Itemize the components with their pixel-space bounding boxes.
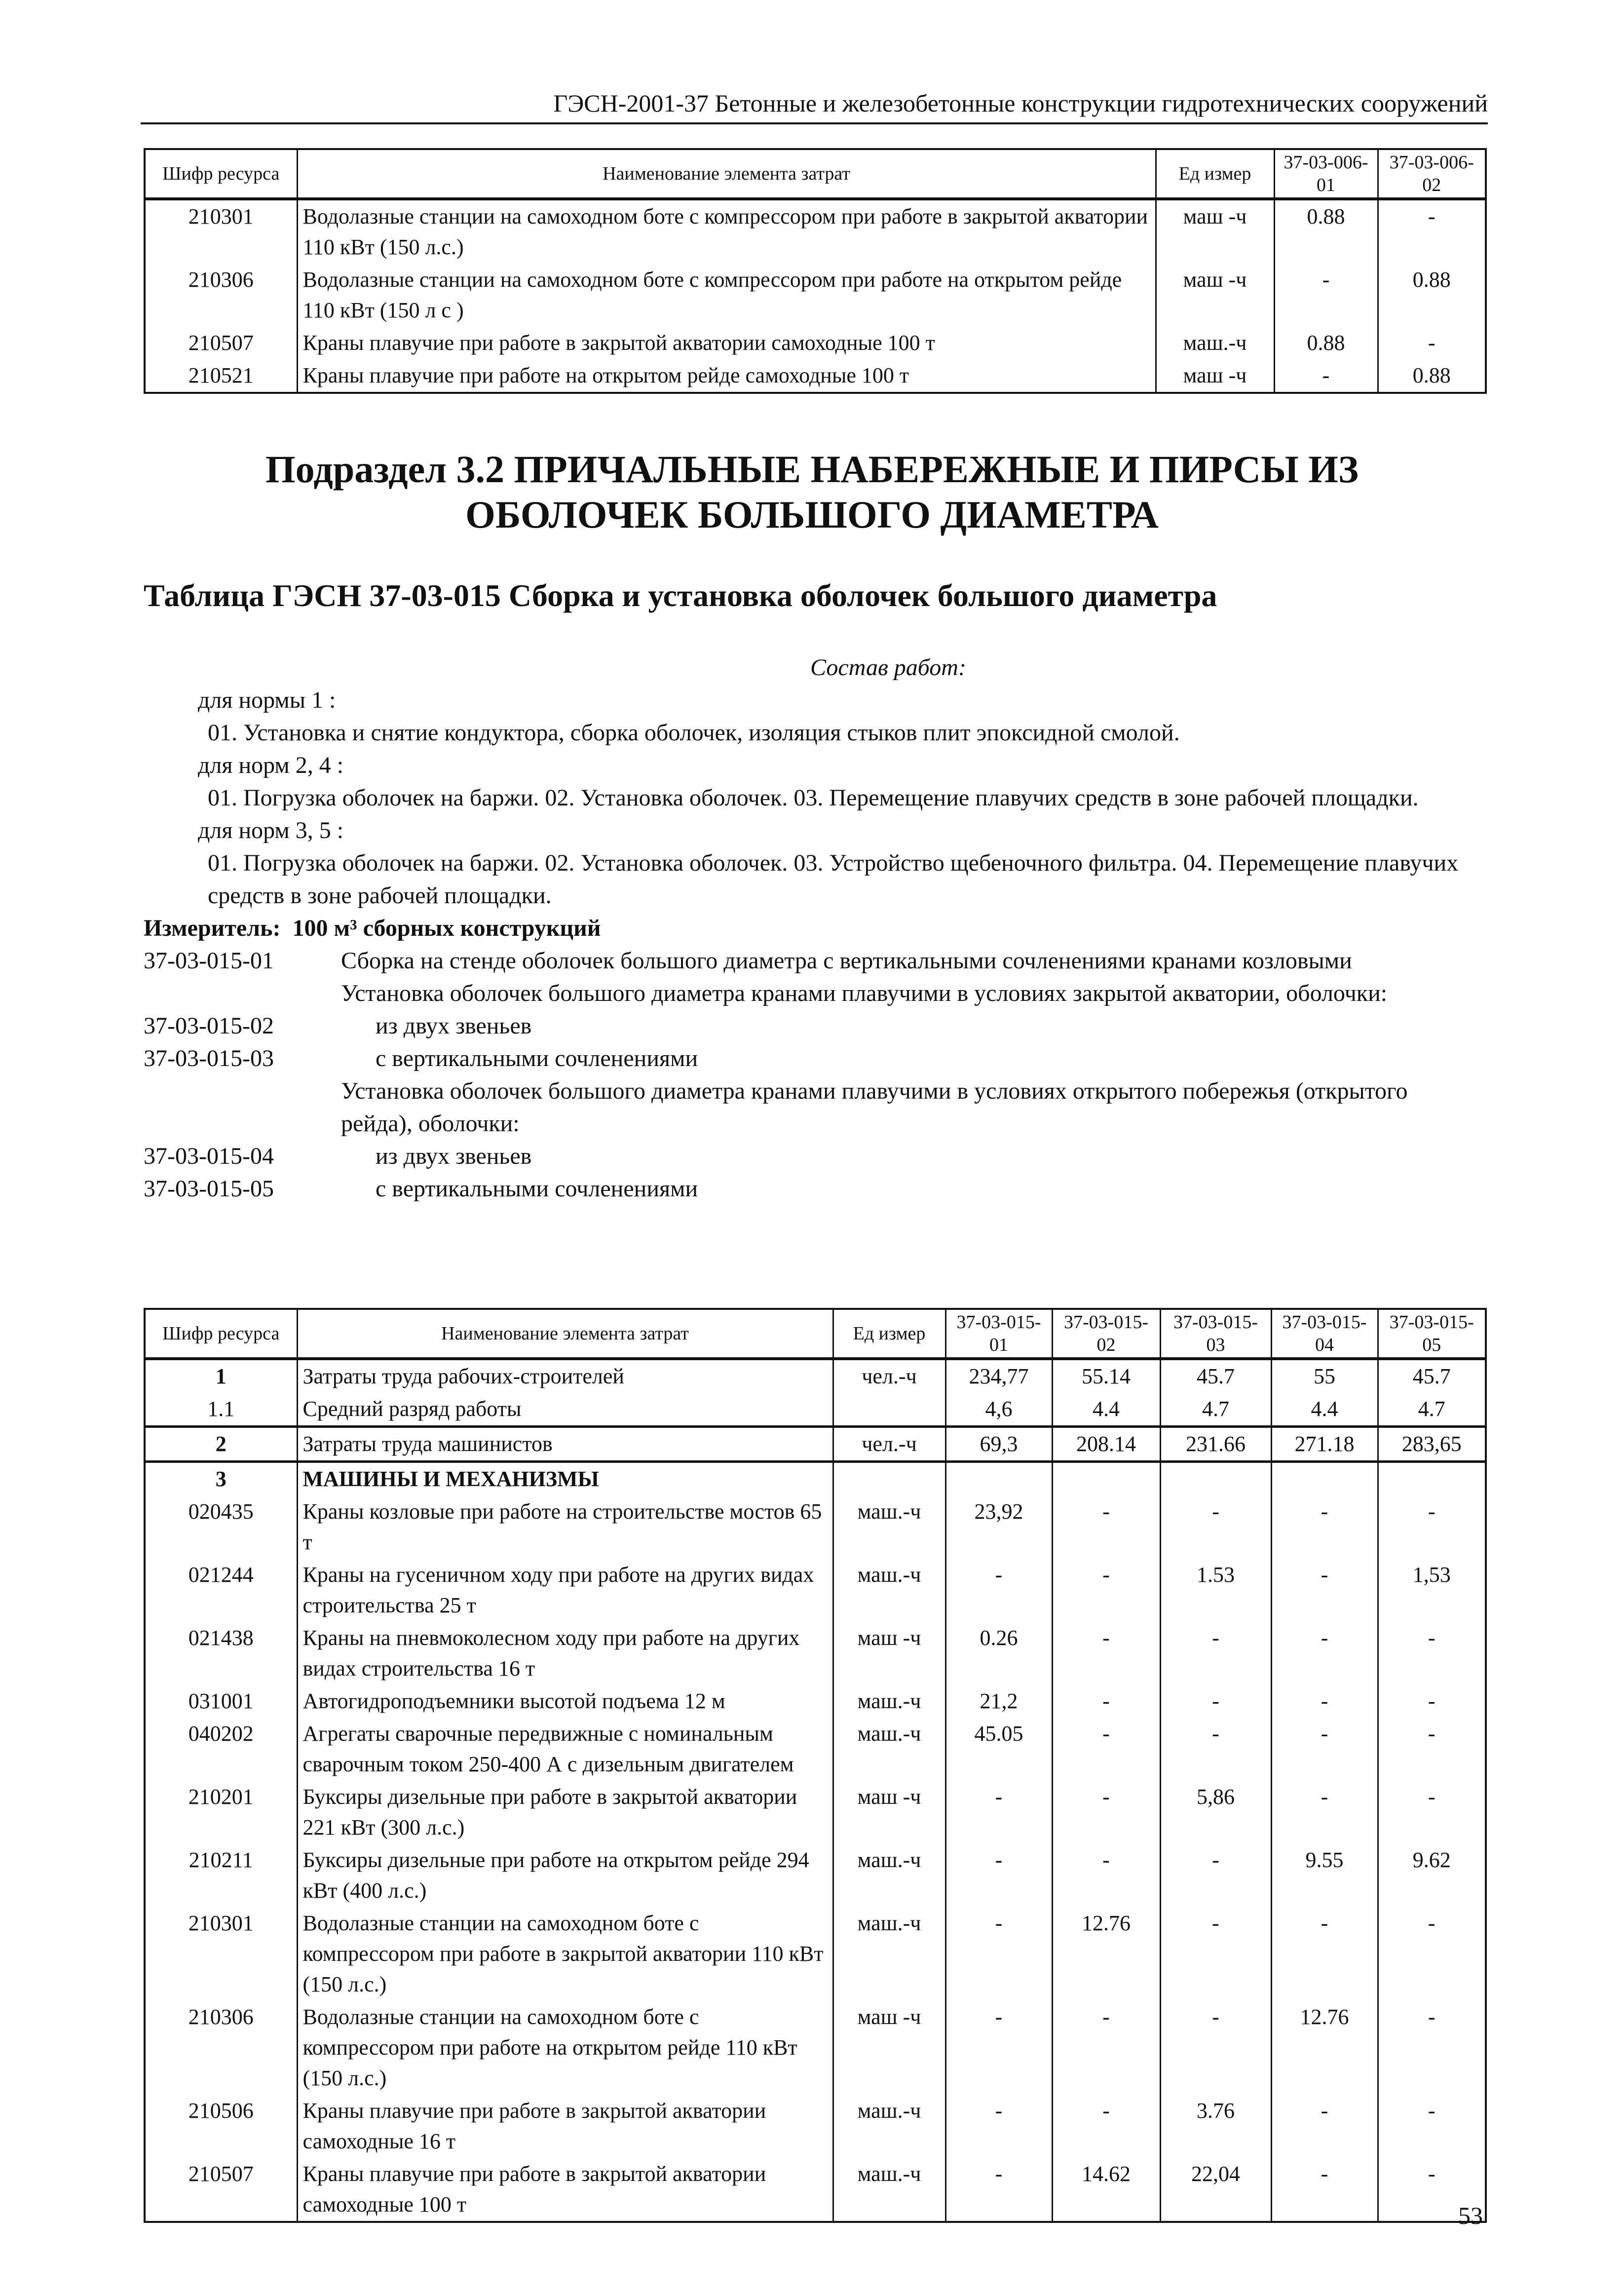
unit: маш -ч	[833, 1622, 945, 1685]
table-row	[145, 1495, 1486, 1559]
norm-group-text: 01. Погрузка оболочек на баржи. 02. Установка оболочек. 03. Устройство щебеночного фильтра. 04. Перемещение плавучих средств в зоне рабочей площадки.	[208, 850, 1459, 909]
norm-description: из двух звеньев	[376, 1013, 532, 1039]
table-row	[145, 1844, 1486, 1907]
norm-description: из двух звеньев	[376, 1143, 532, 1169]
unit: маш -ч	[1156, 199, 1274, 264]
value: -	[1052, 2001, 1160, 2095]
value: -	[1052, 1559, 1160, 1622]
table-row	[145, 1559, 1486, 1622]
norm-item	[144, 1042, 1485, 1075]
norm-code: 37-03-015-02	[144, 1013, 274, 1039]
table-row	[145, 359, 1486, 393]
cost-element: Буксиры дизельные при работе на открытом рейде 294 кВт (400 л.с.)	[297, 1844, 833, 1907]
value: -	[1052, 1495, 1160, 1559]
value: 0.88	[1274, 327, 1378, 359]
table-row	[145, 1622, 1486, 1685]
column-header: 37-03-015-01	[945, 1309, 1052, 1359]
column-header: Наименование элемента затрат	[297, 1309, 833, 1359]
resource-code: 031001	[145, 1685, 297, 1718]
column-header: 37-03-015-02	[1052, 1309, 1160, 1359]
value: -	[1160, 1844, 1271, 1907]
value: 69,3	[945, 1427, 1052, 1462]
value: 22,04	[1160, 2158, 1271, 2222]
resource-code: 040202	[145, 1718, 297, 1781]
unit: маш.-ч	[833, 2158, 945, 2222]
value: -	[1160, 1718, 1271, 1781]
resource-table-006	[144, 148, 1487, 394]
unit: маш -ч	[1156, 264, 1274, 327]
value: -	[1271, 1622, 1378, 1685]
cost-element: Водолазные станции на самоходном боте с компрессором при работе в закрытой акватории 110 кВт (150 л.с.)	[297, 199, 1156, 264]
cost-element: Краны плавучие при работе в закрытой акватории самоходные 100 т	[297, 327, 1156, 359]
cost-element: Краны плавучие при работе в закрытой акватории самоходные 16 т	[297, 2095, 833, 2158]
table-row	[145, 2095, 1486, 2158]
value: 23,92	[945, 1495, 1052, 1559]
value: -	[1271, 2158, 1378, 2222]
resource-code: 210506	[145, 2095, 297, 2158]
table-row	[145, 1359, 1486, 1393]
norm-item	[144, 1075, 1485, 1140]
column-header: Ед измер	[833, 1309, 945, 1359]
value: 271.18	[1271, 1427, 1378, 1462]
value: 0.88	[1274, 199, 1378, 264]
norm-group-label: для норм 2, 4 :	[198, 752, 344, 778]
norm-code: 37-03-015-05	[144, 1176, 274, 1202]
value: 4,6	[945, 1393, 1052, 1427]
value: 283,65	[1378, 1427, 1486, 1462]
value: -	[1271, 1907, 1378, 2001]
value: 55	[1271, 1359, 1378, 1393]
unit: маш.-ч	[833, 1559, 945, 1622]
table-row	[145, 1685, 1486, 1718]
value: 5,86	[1160, 1781, 1271, 1844]
norm-description: Установка оболочек большого диаметра кранами плавучими в условиях закрытой акватории, оболочки:	[341, 980, 1388, 1006]
work-composition	[144, 651, 1485, 1205]
unit: маш -ч	[833, 1781, 945, 1844]
resource-code: 020435	[145, 1495, 297, 1559]
norm-group-text: 01. Установка и снятие кондуктора, сборка оболочек, изоляция стыков плит эпоксидной смолой.	[208, 720, 1180, 746]
value: -	[1271, 1718, 1378, 1781]
value: 12.76	[1271, 2001, 1378, 2095]
value: -	[1378, 2095, 1486, 2158]
norm-item	[144, 977, 1485, 1010]
table-row	[145, 199, 1486, 264]
table-row	[145, 1907, 1486, 2001]
value: -	[1160, 2001, 1271, 2095]
value: -	[1160, 1685, 1271, 1718]
value: -	[1378, 1495, 1486, 1559]
value: -	[1271, 1559, 1378, 1622]
resource-code: 3	[145, 1462, 297, 1496]
value: -	[1378, 2158, 1486, 2222]
value: 234,77	[945, 1359, 1052, 1393]
running-header: ГЭСН-2001-37 Бетонные и железобетонные конструкции гидротехнических сооружений	[141, 89, 1488, 124]
value: 45.7	[1160, 1359, 1271, 1393]
cost-element: Водолазные станции на самоходном боте с компрессором при работе на открытом рейде 110 кВт (150 л.с.)	[297, 2001, 833, 2095]
norm-code	[144, 977, 341, 1010]
value: -	[945, 1559, 1052, 1622]
norm-item	[144, 1173, 1485, 1205]
value: -	[1378, 199, 1486, 264]
unit: маш.-ч	[833, 1685, 945, 1718]
unit: маш.-ч	[833, 1844, 945, 1907]
value: -	[1378, 327, 1486, 359]
resource-table-015	[144, 1308, 1487, 2223]
unit: маш.-ч	[833, 1907, 945, 2001]
table-header-row	[145, 1309, 1486, 1359]
cost-element: Затраты труда машинистов	[297, 1427, 833, 1462]
value: 231.66	[1160, 1427, 1271, 1462]
norm-group-text: 01. Погрузка оболочек на баржи. 02. Установка оболочек. 03. Перемещение плавучих средств в зоне рабочей площадки.	[208, 785, 1419, 811]
value	[1378, 1462, 1486, 1496]
value: -	[1378, 2001, 1486, 2095]
cost-element: Краны плавучие при работе в закрытой акватории самоходные 100 т	[297, 2158, 833, 2222]
page-number: 53	[1458, 2202, 1483, 2229]
value: 4.7	[1378, 1393, 1486, 1427]
resource-code: 210306	[145, 2001, 297, 2095]
cost-element: МАШИНЫ И МЕХАНИЗМЫ	[297, 1462, 833, 1496]
cost-element: Водолазные станции на самоходном боте с компрессором при работе в закрытой акватории 110 кВт (150 л.с.)	[297, 1907, 833, 2001]
column-header: Шифр ресурса	[145, 149, 297, 199]
meter-label: Измеритель:	[144, 915, 281, 941]
resource-code: 210306	[145, 264, 297, 327]
cost-element: Водолазные станции на самоходном боте с компрессором при работе на открытом рейде 110 кВт (150 л с )	[297, 264, 1156, 327]
column-header: Шифр ресурса	[145, 1309, 297, 1359]
value: 9.62	[1378, 1844, 1486, 1907]
subsection-title-line1: Подраздел 3.2 ПРИЧАЛЬНЫЕ НАБЕРЕЖНЫЕ И ПИРСЫ ИЗ	[265, 448, 1359, 491]
value: -	[1378, 1907, 1486, 2001]
unit: маш.-ч	[833, 2095, 945, 2158]
cost-element: Агрегаты сварочные передвижные с номинальным сварочным током 250-400 А с дизельным двигателем	[297, 1718, 833, 1781]
norm-group-label: для нормы 1 :	[198, 687, 336, 713]
value: 3.76	[1160, 2095, 1271, 2158]
value: -	[945, 2158, 1052, 2222]
table-row	[145, 1427, 1486, 1462]
resource-code: 210521	[145, 359, 297, 393]
value: -	[1271, 1495, 1378, 1559]
column-header: 37-03-006-01	[1274, 149, 1378, 199]
value	[945, 1462, 1052, 1496]
resource-code: 210507	[145, 2158, 297, 2222]
value: 1.53	[1160, 1559, 1271, 1622]
unit: маш -ч	[1156, 359, 1274, 393]
value: 0.88	[1378, 264, 1486, 327]
table-header-row	[145, 149, 1486, 199]
value	[1052, 1462, 1160, 1496]
cost-element: Краны на гусеничном ходу при работе на других видах строительства 25 т	[297, 1559, 833, 1622]
value: 1,53	[1378, 1559, 1486, 1622]
value: 208.14	[1052, 1427, 1160, 1462]
column-header: 37-03-015-04	[1271, 1309, 1378, 1359]
value: -	[1160, 1622, 1271, 1685]
resource-code: 210507	[145, 327, 297, 359]
cost-element: Затраты труда рабочих-строителей	[297, 1359, 833, 1393]
table-row	[145, 1462, 1486, 1496]
table-row	[145, 1718, 1486, 1781]
value: 4.4	[1052, 1393, 1160, 1427]
value: -	[1378, 1718, 1486, 1781]
norm-description: Сборка на стенде оболочек большого диаметра с вертикальными сочленениями кранами козловыми	[341, 948, 1352, 974]
norm-group-label: для норм 3, 5 :	[198, 817, 344, 843]
norm-item	[144, 1140, 1485, 1173]
value: -	[1271, 1685, 1378, 1718]
value: -	[1378, 1685, 1486, 1718]
value: 45.7	[1378, 1359, 1486, 1393]
value: 55.14	[1052, 1359, 1160, 1393]
column-header: Ед измер	[1156, 149, 1274, 199]
table-title: Таблица ГЭСН 37-03-015 Сборка и установка оболочек большого диаметра	[144, 578, 1217, 613]
value: -	[1274, 359, 1378, 393]
table-row	[145, 327, 1486, 359]
value: -	[945, 1844, 1052, 1907]
unit: маш.-ч	[1156, 327, 1274, 359]
value: -	[1378, 1622, 1486, 1685]
norm-code: 37-03-015-04	[144, 1143, 274, 1169]
cost-element: Автогидроподъемники высотой подъема 12 м	[297, 1685, 833, 1718]
value	[1271, 1462, 1378, 1496]
table-row	[145, 2158, 1486, 2222]
value: -	[1271, 1781, 1378, 1844]
table-row	[145, 264, 1486, 327]
norm-item	[144, 945, 1485, 977]
value: 0.88	[1378, 359, 1486, 393]
value: -	[1052, 1781, 1160, 1844]
resource-code: 021438	[145, 1622, 297, 1685]
unit	[833, 1462, 945, 1496]
unit: маш.-ч	[833, 1718, 945, 1781]
value: -	[1052, 1622, 1160, 1685]
value: -	[1052, 1844, 1160, 1907]
value: 21,2	[945, 1685, 1052, 1718]
value: 14.62	[1052, 2158, 1160, 2222]
meter-value: 100 м³ сборных конструкций	[292, 915, 601, 941]
meter-line	[144, 912, 1485, 945]
composition-heading: Состав работ:	[810, 654, 966, 681]
cost-element: Краны плавучие при работе на открытом рейде самоходные 100 т	[297, 359, 1156, 393]
value: 4.7	[1160, 1393, 1271, 1427]
norm-description: с вертикальными сочленениями	[376, 1045, 698, 1071]
cost-element: Средний разряд работы	[297, 1393, 833, 1427]
value: -	[945, 1907, 1052, 2001]
resource-code: 021244	[145, 1559, 297, 1622]
value: -	[1160, 1495, 1271, 1559]
table-row	[145, 1781, 1486, 1844]
resource-code: 210211	[145, 1844, 297, 1907]
value: -	[1052, 1685, 1160, 1718]
cost-element: Буксиры дизельные при работе в закрытой акватории 221 кВт (300 л.с.)	[297, 1781, 833, 1844]
norm-code	[144, 1075, 341, 1140]
value: 12.76	[1052, 1907, 1160, 2001]
resource-code: 2	[145, 1427, 297, 1462]
cost-element: Краны на пневмоколесном ходу при работе на других видах строительства 16 т	[297, 1622, 833, 1685]
unit: маш -ч	[833, 2001, 945, 2095]
value: 45.05	[945, 1718, 1052, 1781]
column-header: 37-03-015-03	[1160, 1309, 1271, 1359]
value	[1160, 1462, 1271, 1496]
resource-code: 1	[145, 1359, 297, 1393]
cost-element: Краны козловые при работе на строительстве мостов 65 т	[297, 1495, 833, 1559]
value: -	[945, 2001, 1052, 2095]
norm-description: Установка оболочек большого диаметра кранами плавучими в условиях открытого побережья (открытого рейда), оболочки:	[341, 1078, 1408, 1137]
value: -	[945, 1781, 1052, 1844]
value: -	[945, 2095, 1052, 2158]
value: -	[1052, 1718, 1160, 1781]
norm-code: 37-03-015-03	[144, 1045, 274, 1071]
value: 0.26	[945, 1622, 1052, 1685]
resource-code: 210301	[145, 199, 297, 264]
table-row	[145, 1393, 1486, 1427]
norm-item	[144, 1010, 1485, 1042]
value: -	[1271, 2095, 1378, 2158]
unit: маш.-ч	[833, 1495, 945, 1559]
subsection-title-line2: ОБОЛОЧЕК БОЛЬШОГО ДИАМЕТРА	[465, 493, 1159, 536]
value: 9.55	[1271, 1844, 1378, 1907]
resource-code: 1.1	[145, 1393, 297, 1427]
subsection-title	[0, 447, 1624, 537]
value: -	[1378, 1781, 1486, 1844]
column-header: 37-03-006-02	[1378, 149, 1486, 199]
resource-code: 210201	[145, 1781, 297, 1844]
norm-description: с вертикальными сочленениями	[376, 1176, 698, 1202]
column-header: Наименование элемента затрат	[297, 149, 1156, 199]
unit: чел.-ч	[833, 1359, 945, 1393]
resource-code: 210301	[145, 1907, 297, 2001]
unit	[833, 1393, 945, 1427]
value: -	[1052, 2095, 1160, 2158]
table-row	[145, 2001, 1486, 2095]
value: -	[1160, 1907, 1271, 2001]
value: 4.4	[1271, 1393, 1378, 1427]
unit: чел.-ч	[833, 1427, 945, 1462]
value: -	[1274, 264, 1378, 327]
column-header: 37-03-015-05	[1378, 1309, 1486, 1359]
norm-code: 37-03-015-01	[144, 948, 274, 974]
